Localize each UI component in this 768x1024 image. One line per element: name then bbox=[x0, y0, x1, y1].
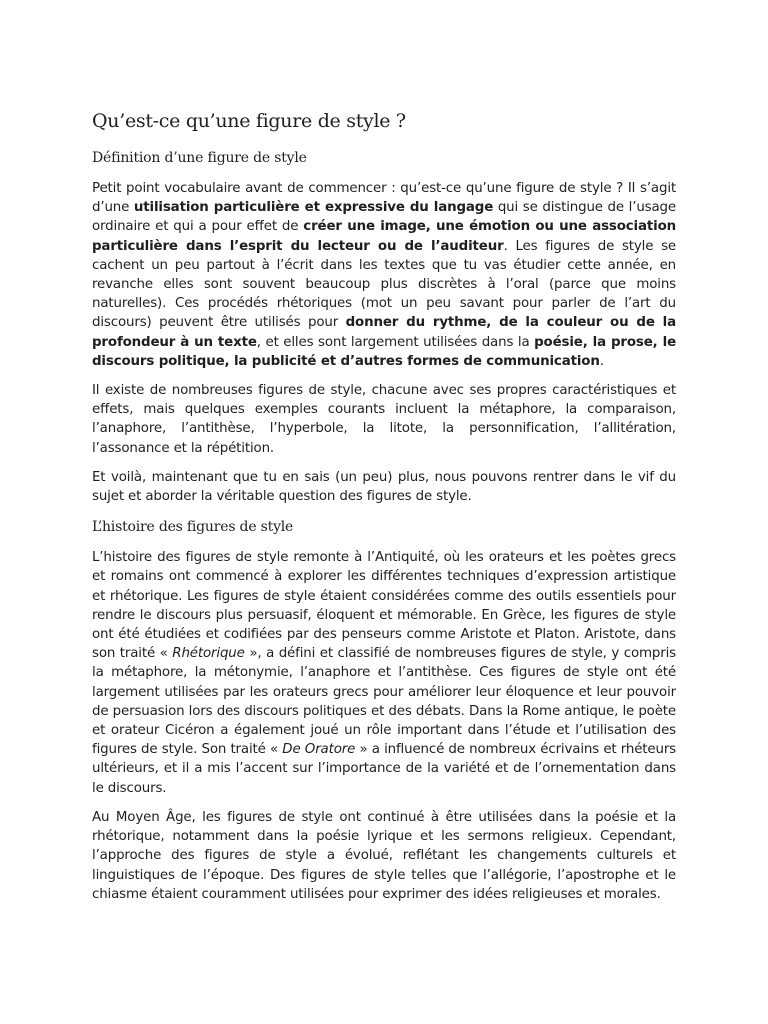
text-run: » a influencé de nombreux écrivains et rhéteurs ultérieurs, et il a mis l’accent sur l’importance de la variété et de l’ornementation dans le discours. bbox=[92, 742, 677, 796]
text-run: Et voilà, maintenant que tu en sais (un peu) plus, nous pouvons rentrer dans le vif du sujet et aborder la véritable question des figures de style. bbox=[92, 469, 676, 505]
paragraph bbox=[92, 808, 676, 904]
bold-phrase: créer une image, une émotion ou une association particulière dans l’esprit du lecteur ou de l’auditeur bbox=[92, 219, 677, 254]
section-heading-definition: Définition d’une figure de style bbox=[92, 150, 307, 166]
document-title: Qu’est-ce qu’une figure de style ? bbox=[92, 110, 406, 132]
text-run: , et elles sont largement utilisées dans la bbox=[256, 334, 535, 350]
text-run: Il existe de nombreuses figures de style, chacune avec ses propres caractéristiques et effets, mais quelques exemples courants incluent la métaphore, la comparaison, l’anaphore, l’antithèse, l’hyperbole, la litote, la personnification, l’allitération, l’assonance et la répétition. bbox=[92, 383, 676, 456]
document-page bbox=[92, 108, 676, 914]
text-run: L’histoire des figures de style remonte à l’Antiquité, où les orateurs et les poètes grecs et romains ont commencé à explorer les différentes techniques d’expression artistique et rhétorique. Les figures de style étaient considérées comme des outils essentiels pour rendre le discours plus persuasif, éloquent et mémorable. En Grèce, les figures de style ont été étudiées et codifiées par des penseurs comme Aristote et Platon. Aristote, dans son traité « bbox=[92, 550, 676, 662]
text-run: Petit point vocabulaire avant de commencer : qu’est-ce qu’une figure de style ? Il s’agit d’une bbox=[92, 181, 676, 216]
italic-title: Rhétorique bbox=[172, 646, 245, 662]
paragraph bbox=[92, 548, 676, 798]
bold-phrase: poésie, la prose, le discours politique, la publicité et d’autres formes de communication bbox=[92, 334, 676, 369]
paragraph bbox=[92, 381, 676, 458]
paragraph bbox=[92, 179, 676, 371]
text-run: Au Moyen Âge, les figures de style ont continué à être utilisées dans la poésie et la rhétorique, notamment dans la poésie lyrique et les sermons religieux. Cependant, l’approche des figures de style a évolué, reflétant les changements culturels et linguistiques de l’époque. Des figures de style telles que l’allégorie, l’apostrophe et le chiasme étaient couramment utilisées pour exprimer des idées religieuses et morales. bbox=[92, 809, 676, 902]
text-run: qui se distingue de l’usage ordinaire et qui a pour effet de bbox=[92, 200, 676, 235]
text-run: », a défini et classifié de nombreuses figures de style, y compris la métaphore, la métonymie, l’anaphore et l’antithèse. Ces figures de style ont été largement utilisées par les orateurs grecs pour améliorer leur éloquence et leur pouvoir de persuasion lors des discours politiques et des débats. Dans la Rome antique, le poète et orateur Cicéron a également joué un rôle important dans l’étude et l’utilisation des figures de style. Son traité « bbox=[92, 646, 676, 758]
section-heading-history: L’histoire des figures de style bbox=[92, 519, 294, 536]
italic-title: De Oratore bbox=[282, 742, 356, 758]
bold-phrase: donner du rythme, de la couleur ou de la profondeur à un texte bbox=[92, 315, 677, 350]
text-run: . Les figures de style se cachent un peu partout à l’écrit dans les textes que tu vas étudier cette année, en revanche elles sont souvent beaucoup plus discrètes à l’oral (parce que moins naturelles). Ces procédés rhétoriques (mot un peu savant pour parler de l’art du discours) peuvent être utilisés pour bbox=[92, 238, 676, 331]
bold-phrase: utilisation particulière et expressive du langage bbox=[133, 200, 494, 216]
text-run: . bbox=[599, 353, 604, 369]
paragraph bbox=[92, 468, 676, 506]
